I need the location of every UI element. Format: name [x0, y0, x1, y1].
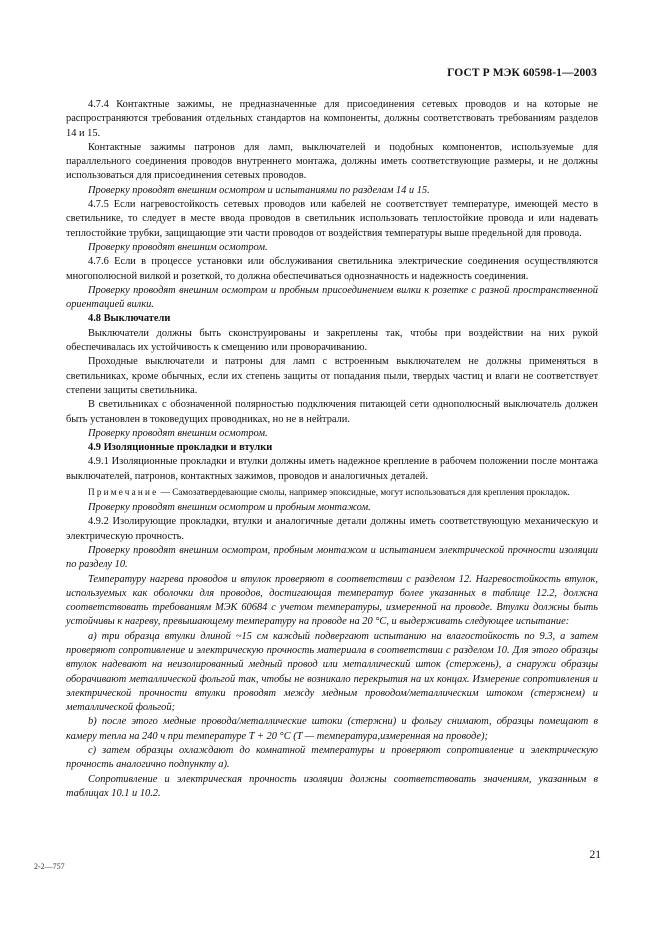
body-paragraph: 4.9.1 Изоляционные прокладки и втулки должны иметь надежное крепление в рабочем положении после монтажа выключателей, патронов, контактных зажимов, проводов и аналогичных деталей. [66, 456, 598, 482]
note-paragraph [66, 486, 598, 499]
section-heading: 4.9 Изоляционные прокладки и втулки [88, 442, 273, 454]
body-paragraph: Контактные зажимы патронов для ламп, выключателей и подобных компонентов, используемые для параллельного соединения проводов внутреннего монтажа, должны иметь соответствующие размеры, и не должны использоваться для присоединения сетевых проводов. [66, 141, 598, 182]
test-method-paragraph: Проверку проводят внешним осмотром и пробным присоединением вилки к розетке с разной пространственной ориентацией вилки. [66, 284, 598, 311]
body-paragraph: Выключатели должны быть сконструированы и закреплены так, чтобы при воздействии на них рукой обеспечивалась их устойчивость к смещению или проворачиванию. [66, 327, 598, 354]
body-paragraph: Проходные выключатели и патроны для ламп с встроенным выключателем не должны применяться в светильниках, кроме обычных, если их степень защиты от попадания пыли, твердых частиц и влаги не соответствует степени защиты светильника. [66, 356, 598, 396]
body-paragraph: 4.7.5 Если нагревостойкость сетевых проводов или кабелей не соответствует температуре, имеющей место в светильнике, то следует в месте ввода проводов в светильник использовать теплостойкие провода и или надевать теплостойкие трубки, защищающие эти части проводов от воздействия температуры выше предельной для провода. [66, 199, 598, 239]
note-label: Примечание [88, 487, 159, 498]
footer-code: 2-2—757 [34, 862, 65, 871]
test-method-paragraph: а) три образца втулки длиной ~15 см каждый подвергают испытанию на влагостойкость по 9.3, а затем проверяют сопротивление и электрическую прочность материала в соответствии с разделом 10. Для этого образцы втулок надевают на неизолированный медный провод или металлический шток (стержень), а снаружи образцы оборачивают металлической фольгой так, чтобы не возникало перекрытия на их концах. Измерение сопротивления и электрической прочности втулки проводят между медным проводом/металлическим штоком (стержнем) и металлической фольгой; [66, 630, 598, 714]
body-paragraph: В светильниках с обозначенной полярностью подключения питающей сети однополюсный выключатель должен быть установлен в токоведущих проводниках, но не в нейтрали. [66, 399, 598, 425]
standard-header: ГОСТ Р МЭК 60598-1—2003 [447, 67, 597, 79]
test-method-paragraph: Проверку проводят внешним осмотром и испытаниями по разделам 14 и 15. [88, 184, 430, 196]
note-text: — Самозатвердевающие смолы, например эпоксидные, могут использоваться для крепления прокладок. [158, 487, 570, 498]
test-method-paragraph: Проверку проводят внешним осмотром и пробным монтажом. [88, 502, 371, 514]
body-paragraph: 4.7.4 Контактные зажимы, не предназначенные для присоединения сетевых проводов и на которые не распространяются требования отдельных стандартов на компоненты, должны соответствовать требованиям разделов 14 и 15. [66, 99, 598, 139]
document-body [66, 98, 598, 801]
body-paragraph: 4.7.6 Если в процессе установки или обслуживания светильника электрические соединения осуществляются многополюсной вилкой и розеткой, то должна обеспечиваться однозначность и надежность соединения. [66, 256, 598, 282]
test-method-paragraph: Проверку проводят внешним осмотром. [88, 241, 268, 253]
test-method-paragraph: b) после этого медные провода/металлические штоки (стержни) и фольгу снимают, образцы помещают в камеру тепла на 240 ч при температуре T + 20 °C (T — температура,измеренная на проводе); [66, 716, 598, 742]
page-number: 21 [589, 849, 601, 861]
section-heading: 4.8 Выключатели [88, 313, 171, 325]
test-method-paragraph: Проверку проводят внешним осмотром, пробным монтажом и испытанием электрической прочности изоляции по разделу 10. [66, 544, 598, 571]
test-method-paragraph: с) затем образцы охлаждают до комнатной температуры и проверяют сопротивление и электрическую прочность аналогично подпункту а). [66, 745, 598, 771]
test-method-paragraph: Температуру нагрева проводов и втулок проверяют в соответствии с разделом 12. Нагревостойкость втулок, используемых как оболочки для проводов, достигающая температур более указанных в таблице 12.2, должна соответствовать требованиям МЭК 60684 с учетом температуры, измеренной на проводе. Втулки должны быть устойчивы к нагреву, превышающему температуру на проводе на 20 °C, и выдерживать следующее испытание: [66, 573, 598, 628]
body-paragraph: 4.9.2 Изолирующие прокладки, втулки и аналогичные детали должны иметь соответствующую механическую и электрическую прочность. [66, 516, 598, 542]
test-method-paragraph: Сопротивление и электрическая прочность изоляции должны соответствовать значениям, указанным в таблицах 10.1 и 10.2. [66, 773, 598, 799]
test-method-paragraph: Проверку проводят внешним осмотром. [88, 427, 268, 439]
